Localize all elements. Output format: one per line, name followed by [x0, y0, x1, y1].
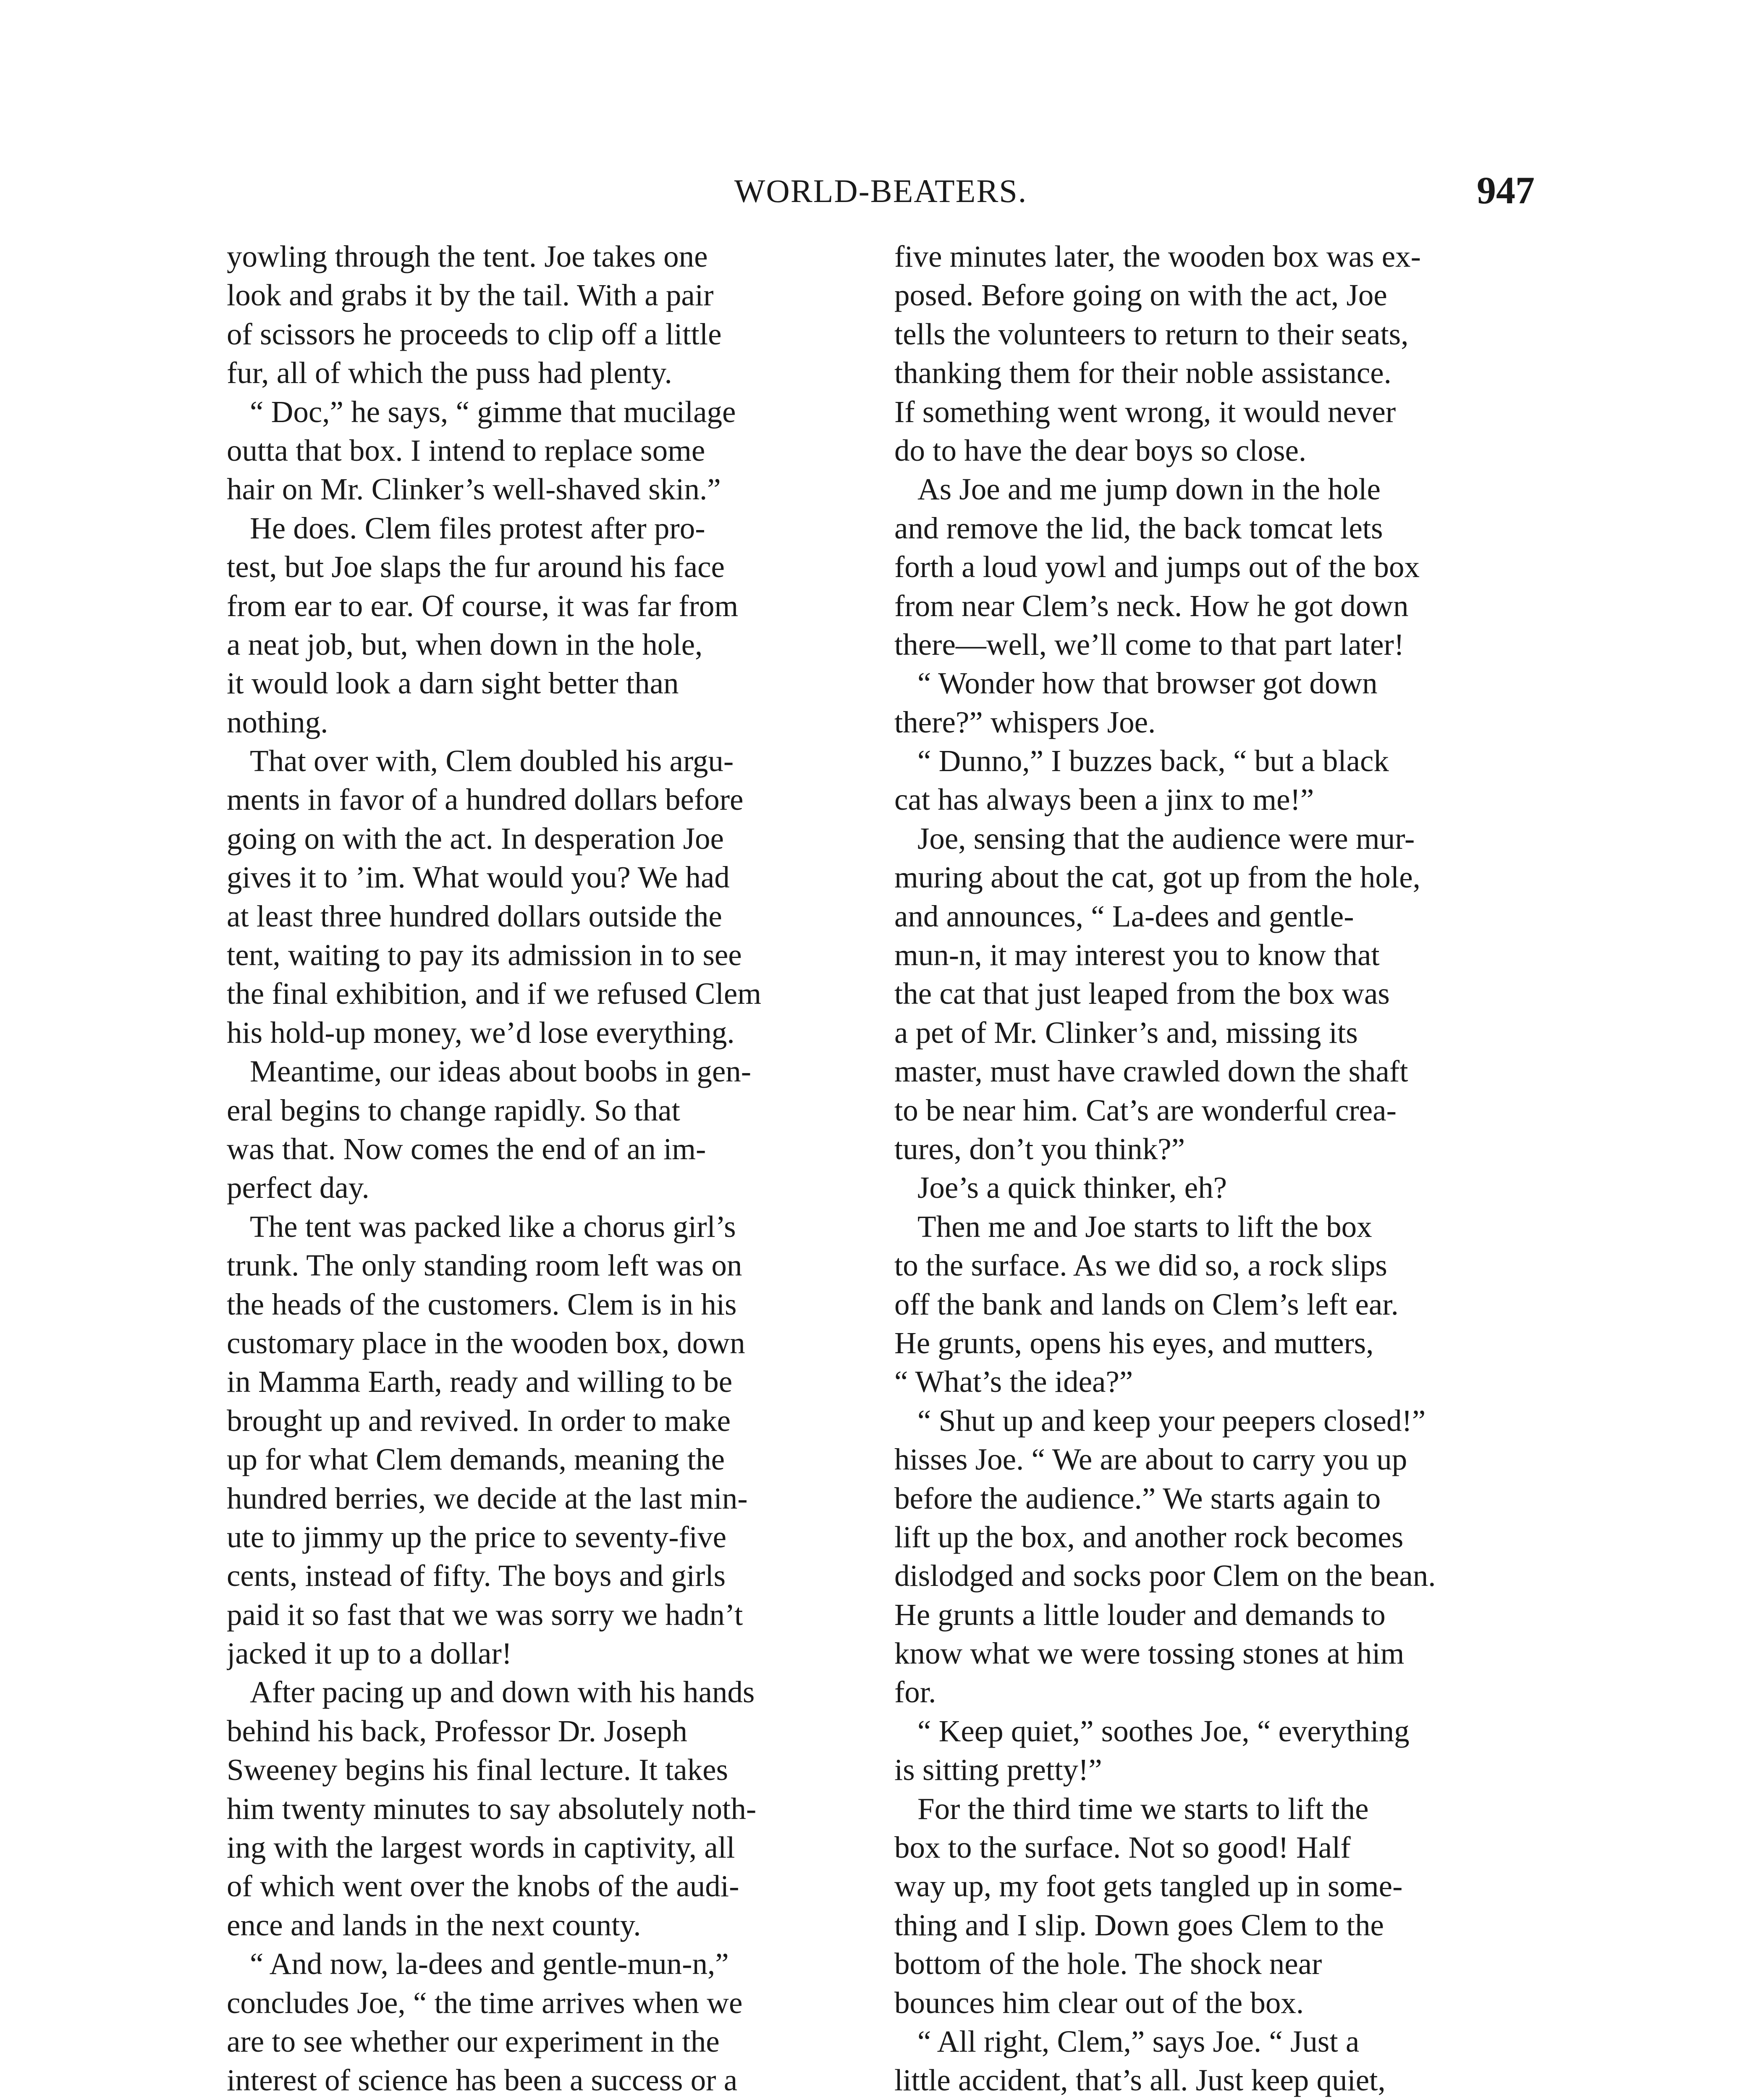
text-line: are to see whether our experiment in the — [227, 2024, 720, 2058]
text-line: his hold-up money, we’d lose everything. — [227, 1015, 735, 1050]
text-line: ence and lands in the next county. — [227, 1908, 641, 1942]
text-line: Joe, sensing that the audience were mur- — [917, 821, 1415, 856]
text-line: way up, my foot gets tangled up in some- — [894, 1869, 1403, 1903]
text-line: yowling through the tent. Joe takes one — [227, 239, 708, 273]
text-line: dislodged and socks poor Clem on the bean. — [894, 1559, 1436, 1593]
text-line: After pacing up and down with his hands — [250, 1675, 755, 1709]
text-line: lift up the box, and another rock becomes — [894, 1520, 1404, 1554]
text-columns — [227, 237, 1535, 2100]
text-line: He grunts a little louder and demands to — [894, 1597, 1386, 1632]
text-line: “ What’s the idea?” — [894, 1365, 1133, 1399]
text-line: thanking them for their noble assistance. — [894, 356, 1391, 390]
text-line: the heads of the customers. Clem is in his — [227, 1287, 737, 1321]
text-line: “ Doc,” he says, “ gimme that mucilage — [250, 394, 736, 429]
text-line: behind his back, Professor Dr. Joseph — [227, 1714, 687, 1748]
text-line: bottom of the hole. The shock near — [894, 1947, 1322, 1981]
text-line: Meantime, our ideas about boobs in gen- — [250, 1054, 752, 1089]
text-line: mun-n, it may interest you to know that — [894, 938, 1380, 972]
text-line: “ Wonder how that browser got down — [917, 666, 1378, 701]
text-line: eral begins to change rapidly. So that — [227, 1093, 680, 1127]
text-line: hundred berries, we decide at the last min- — [227, 1481, 748, 1515]
text-line: If something went wrong, it would never — [894, 394, 1396, 429]
text-line: the cat that just leaped from the box was — [894, 976, 1390, 1011]
text-line: to the surface. As we did so, a rock slips — [894, 1248, 1387, 1283]
text-line: was that. Now comes the end of an im- — [227, 1131, 706, 1166]
text-line: look and grabs it by the tail. With a pair — [227, 278, 714, 312]
text-line: concludes Joe, “ the time arrives when we — [227, 1985, 743, 2020]
text-line: master, must have crawled down the shaft — [894, 1054, 1408, 1089]
text-line: forth a loud yowl and jumps out of the box — [894, 550, 1420, 584]
text-line: He grunts, opens his eyes, and mutters, — [894, 1326, 1374, 1360]
text-line: hisses Joe. “ We are about to carry you up — [894, 1442, 1407, 1477]
text-line: For the third time we starts to lift the — [917, 1791, 1369, 1826]
running-title: WORLD-BEATERS. — [734, 173, 1027, 209]
text-line: from near Clem’s neck. How he got down — [894, 588, 1409, 623]
text-line: is sitting pretty!” — [894, 1753, 1102, 1787]
text-line: nothing. — [227, 705, 328, 739]
text-line: ute to jimmy up the price to seventy-five — [227, 1520, 726, 1554]
text-line: box to the surface. Not so good! Half — [894, 1830, 1351, 1865]
text-line: and announces, “ La-dees and gentle- — [894, 899, 1354, 933]
text-line: “ And now, la-dees and gentle-mun-n,” — [250, 1947, 729, 1981]
text-line: and remove the lid, the back tomcat lets — [894, 511, 1383, 545]
text-line: That over with, Clem doubled his argu- — [250, 744, 734, 778]
text-line: ing with the largest words in captivity, all — [227, 1830, 735, 1865]
text-line: tures, don’t you think?” — [894, 1131, 1185, 1166]
text-line: paid it so fast that we was sorry we hadn’t — [227, 1597, 743, 1632]
text-line: trunk. The only standing room left was on — [227, 1248, 742, 1283]
text-line: for. — [894, 1675, 936, 1709]
text-line: of scissors he proceeds to clip off a little — [227, 317, 722, 351]
text-line: “ Dunno,” I buzzes back, “ but a black — [917, 744, 1389, 778]
text-line: customary place in the wooden box, down — [227, 1326, 745, 1360]
text-line: hair on Mr. Clinker’s well-shaved skin.” — [227, 472, 721, 507]
text-line: up for what Clem demands, meaning the — [227, 1442, 725, 1477]
text-line: five minutes later, the wooden box was ex- — [894, 239, 1421, 273]
text-line: outta that box. I intend to replace some — [227, 433, 705, 467]
text-line: little accident, that’s all. Just keep quiet, — [894, 2063, 1386, 2097]
text-line: a neat job, but, when down in the hole, — [227, 627, 703, 662]
text-line: interest of science has been a success or a — [227, 2063, 738, 2097]
text-line: cents, instead of fifty. The boys and girls — [227, 1559, 726, 1593]
text-line: before the audience.” We starts again to — [894, 1481, 1381, 1515]
right-column — [894, 237, 1533, 2100]
text-line: He does. Clem files protest after pro- — [250, 511, 705, 545]
text-line: cat has always been a jinx to me!” — [894, 782, 1314, 817]
text-line: “ Keep quiet,” soothes Joe, “ everything — [917, 1714, 1410, 1748]
text-line: “ All right, Clem,” says Joe. “ Just a — [917, 2024, 1360, 2058]
text-line: to be near him. Cat’s are wonderful crea- — [894, 1093, 1397, 1127]
text-line: “ Shut up and keep your peepers closed!” — [917, 1403, 1426, 1438]
text-line: at least three hundred dollars outside the — [227, 899, 722, 933]
text-line: tells the volunteers to return to their seats, — [894, 317, 1409, 351]
text-line: jacked it up to a dollar! — [227, 1636, 512, 1671]
text-line: fur, all of which the puss had plenty. — [227, 356, 672, 390]
page-number: 947 — [1477, 169, 1535, 212]
page-header — [227, 168, 1535, 218]
text-line: As Joe and me jump down in the hole — [917, 472, 1381, 507]
text-line: it would look a darn sight better than — [227, 666, 679, 701]
text-line: there—well, we’ll come to that part later! — [894, 627, 1405, 662]
text-line: of which went over the knobs of the audi- — [227, 1869, 739, 1903]
text-line: know what we were tossing stones at him — [894, 1636, 1405, 1671]
text-line: posed. Before going on with the act, Joe — [894, 278, 1387, 312]
text-line: The tent was packed like a chorus girl’s — [250, 1209, 736, 1244]
text-line: going on with the act. In desperation Joe — [227, 821, 724, 856]
text-line: test, but Joe slaps the fur around his face — [227, 550, 725, 584]
text-line: from ear to ear. Of course, it was far from — [227, 588, 739, 623]
text-line: there?” whispers Joe. — [894, 705, 1156, 739]
text-line: gives it to ’im. What would you? We had — [227, 860, 730, 895]
text-line: him twenty minutes to say absolutely noth- — [227, 1791, 757, 1826]
text-line: a pet of Mr. Clinker’s and, missing its — [894, 1015, 1358, 1050]
text-line: Sweeney begins his final lecture. It takes — [227, 1753, 728, 1787]
left-column — [227, 237, 865, 2100]
text-line: bounces him clear out of the box. — [894, 1985, 1304, 2020]
text-line: Then me and Joe starts to lift the box — [917, 1209, 1372, 1244]
text-line: ments in favor of a hundred dollars before — [227, 782, 744, 817]
text-line: brought up and revived. In order to make — [227, 1403, 731, 1438]
text-line: the final exhibition, and if we refused Clem — [227, 976, 762, 1011]
text-line: do to have the dear boys so close. — [894, 433, 1307, 467]
text-line: off the bank and lands on Clem’s left ear. — [894, 1287, 1399, 1321]
text-line: thing and I slip. Down goes Clem to the — [894, 1908, 1384, 1942]
text-line: in Mamma Earth, ready and willing to be — [227, 1365, 733, 1399]
text-line: perfect day. — [227, 1171, 369, 1205]
text-line: Joe’s a quick thinker, eh? — [917, 1171, 1227, 1205]
text-line: muring about the cat, got up from the hole, — [894, 860, 1420, 895]
text-line: tent, waiting to pay its admission in to see — [227, 938, 742, 972]
